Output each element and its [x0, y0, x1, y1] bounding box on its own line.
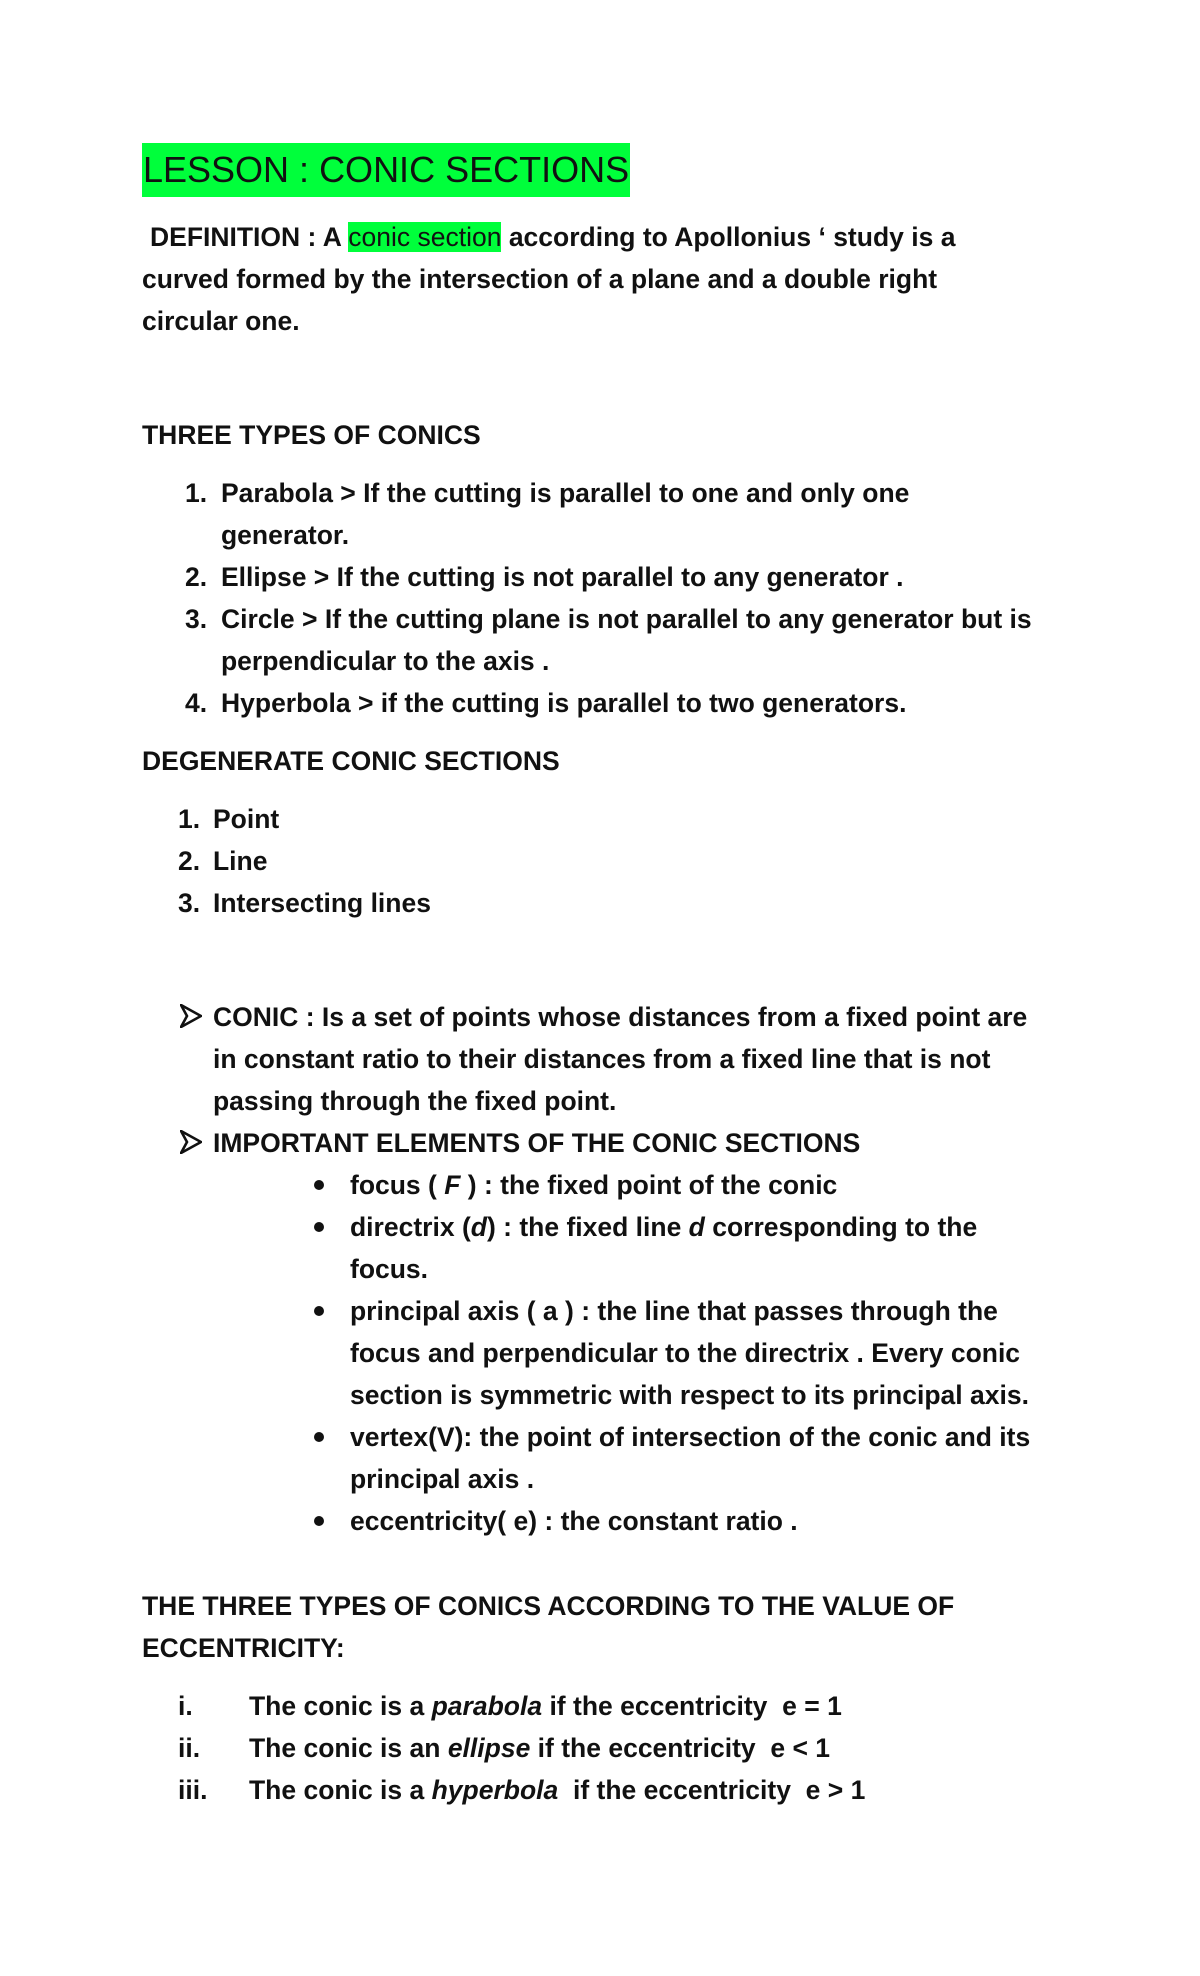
- list-item: The conic is an ellipse if the eccentricity e < 1: [249, 1733, 831, 1763]
- element-principal-axis: principal axis ( a ) : the line that passes through the: [350, 1296, 998, 1326]
- arrow-bullet-icon: [180, 1004, 202, 1028]
- definition-label: DEFINITION : A: [150, 222, 349, 252]
- list-item: Hyperbola > if the cutting is parallel to two generators.: [221, 688, 907, 718]
- degenerate-heading: DEGENERATE CONIC SECTIONS: [142, 746, 560, 776]
- bullet-icon: [314, 1432, 324, 1442]
- bullet-icon: [314, 1222, 324, 1232]
- arrow-bullet-icon: [180, 1130, 202, 1154]
- list-item-number: 3.: [185, 604, 208, 634]
- bullet-icon: [314, 1516, 324, 1526]
- definition-line-1: DEFINITION : A conic section according to Apollonius ‘ study is a: [150, 222, 956, 252]
- list-item: Line: [213, 846, 268, 876]
- list-item-number: 2.: [178, 846, 201, 876]
- list-item-number: iii.: [178, 1775, 208, 1805]
- list-item-continuation: perpendicular to the axis .: [221, 646, 550, 676]
- page-title: LESSON : CONIC SECTIONS: [142, 143, 630, 197]
- element-directrix-continuation: focus.: [350, 1254, 429, 1284]
- element-directrix: directrix (d) : the fixed line d corresponding to the: [350, 1212, 978, 1242]
- definition-highlight: conic section: [348, 222, 502, 252]
- list-item: Ellipse > If the cutting is not parallel to any generator .: [221, 562, 904, 592]
- list-item-number: ii.: [178, 1733, 201, 1763]
- list-item-continuation: generator.: [221, 520, 350, 550]
- element-principal-axis-continuation: focus and perpendicular to the directrix . Every conic: [350, 1338, 1021, 1368]
- list-item: Circle > If the cutting plane is not parallel to any generator but is: [221, 604, 1032, 634]
- element-focus: focus ( F ) : the fixed point of the conic: [350, 1170, 838, 1200]
- list-item-number: 2.: [185, 562, 208, 592]
- definition-line-3: circular one.: [142, 306, 300, 336]
- list-item: Intersecting lines: [213, 888, 431, 918]
- ecc-types-heading-continuation: ECCENTRICITY:: [142, 1633, 345, 1663]
- conic-definition-line: passing through the fixed point.: [213, 1086, 617, 1116]
- list-item-number: 1.: [178, 804, 201, 834]
- list-item: The conic is a parabola if the eccentricity e = 1: [249, 1691, 842, 1721]
- three-types-heading: THREE TYPES OF CONICS: [142, 420, 481, 450]
- list-item-number: 1.: [185, 478, 208, 508]
- element-vertex-continuation: principal axis .: [350, 1464, 535, 1494]
- bullet-icon: [314, 1306, 324, 1316]
- list-item: Point: [213, 804, 280, 834]
- bullet-icon: [314, 1180, 324, 1190]
- conic-definition-line: in constant ratio to their distances from a fixed line that is not: [213, 1044, 991, 1074]
- list-item-number: 4.: [185, 688, 208, 718]
- list-item-number: i.: [178, 1691, 193, 1721]
- element-principal-axis-continuation: section is symmetric with respect to its principal axis.: [350, 1380, 1029, 1410]
- definition-line-2: curved formed by the intersection of a plane and a double right: [142, 264, 938, 294]
- element-vertex: vertex(V): the point of intersection of the conic and its: [350, 1422, 1031, 1452]
- list-item-number: 3.: [178, 888, 201, 918]
- conic-definition-line: CONIC : Is a set of points whose distances from a fixed point are: [213, 1002, 1028, 1032]
- elements-heading: IMPORTANT ELEMENTS OF THE CONIC SECTIONS: [213, 1128, 861, 1158]
- list-item: The conic is a hyperbola if the eccentricity e > 1: [249, 1775, 866, 1805]
- list-item: Parabola > If the cutting is parallel to one and only one: [221, 478, 910, 508]
- ecc-types-heading: THE THREE TYPES OF CONICS ACCORDING TO THE VALUE OF: [142, 1591, 955, 1621]
- element-eccentricity: eccentricity( e) : the constant ratio .: [350, 1506, 798, 1536]
